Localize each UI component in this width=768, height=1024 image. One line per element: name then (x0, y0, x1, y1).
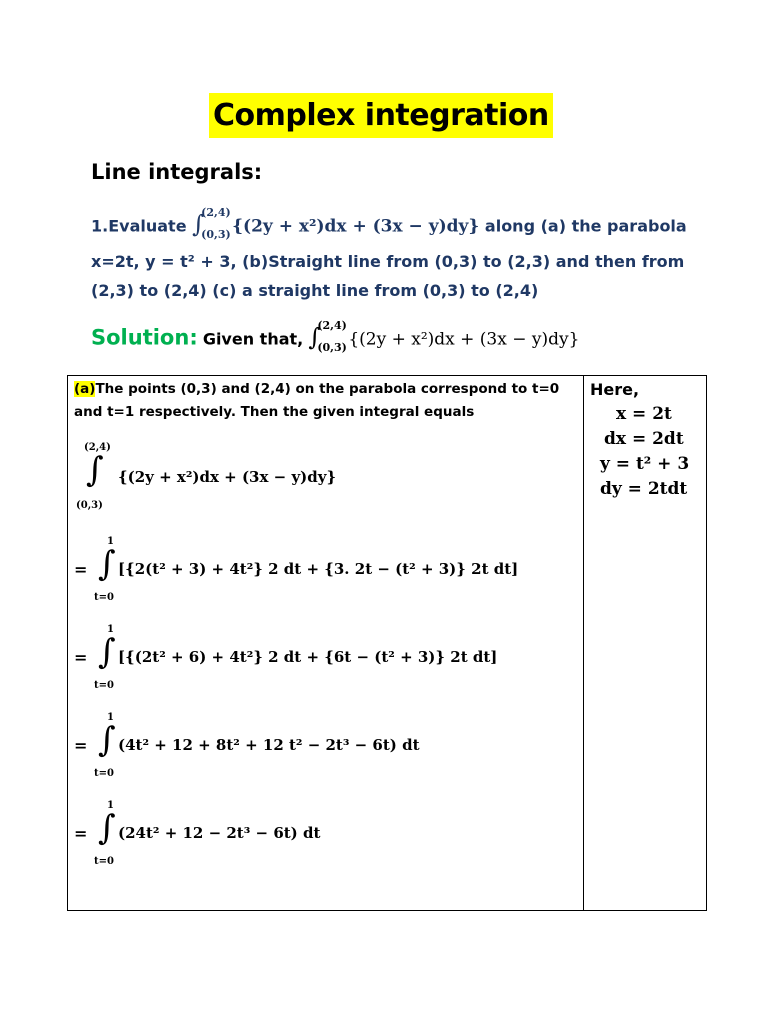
integral-sign: ∫ (98, 544, 116, 584)
here-line: dx = 2dt (604, 429, 684, 449)
here-cell (584, 376, 707, 911)
section-heading: Line integrals: (91, 160, 263, 184)
solution-lower-limit: (0,3) (317, 341, 347, 354)
part-a-marker: (a) (74, 381, 96, 397)
here-line: x = 2t (616, 404, 672, 424)
equals-sign: = (74, 560, 88, 579)
question-line-3: (2,3) to (2,4) (c) a straight line from (0,3) to (2,4) (91, 281, 539, 300)
step-expression: [{2(t² + 3) + 4t²} 2 dt + {3. 2t − (t² + 3)} 2t dt] (118, 560, 519, 578)
lower-limit: t=0 (94, 680, 114, 691)
lower-limit: (0,3) (76, 500, 103, 511)
here-line: dy = 2tdt (600, 479, 688, 499)
step-expression: [{(2t² + 6) + 4t²} 2 dt + {6t − (t² + 3)} 2t dt] (118, 648, 498, 666)
integral-sign: ∫ (98, 808, 116, 848)
upper-limit: (2,4) (84, 442, 111, 453)
question-prefix: 1.Evaluate (91, 216, 187, 236)
step-expression: (24t² + 12 − 2t³ − 6t) dt (118, 824, 321, 842)
part-a-text: The points (0,3) and (2,4) on the parabola correspond to t=0 and t=1 respectively. Then the given integral equals (74, 381, 560, 420)
question-integrand: {(2y + x²)dx + (3x − y)dy} (232, 216, 480, 237)
solution-label: Solution: (91, 325, 198, 350)
question-upper-limit: (2,4) (201, 206, 231, 219)
solution-integrand: {(2y + x²)dx + (3x − y)dy} (348, 329, 580, 350)
lower-limit: t=0 (94, 592, 114, 603)
question-lower-limit: (0,3) (201, 228, 231, 241)
equals-sign: = (74, 736, 88, 755)
solution-upper-limit: (2,4) (317, 319, 347, 332)
upper-limit: 1 (107, 800, 114, 811)
part-a-intro (74, 378, 574, 424)
question-line-1 (91, 206, 687, 242)
integral-sign: ∫ (98, 632, 116, 672)
equals-sign: = (74, 824, 88, 843)
part-a-cell (68, 376, 584, 911)
lower-limit: t=0 (94, 856, 114, 867)
upper-limit: 1 (107, 624, 114, 635)
lower-limit: t=0 (94, 768, 114, 779)
upper-limit: 1 (107, 536, 114, 547)
page-title: Complex integration (209, 93, 553, 138)
solution-integral-sign: ∫ (2,4) (0,3) (308, 319, 347, 354)
solution-table (67, 375, 707, 911)
question-suffix: along (a) the parabola (484, 216, 687, 236)
upper-limit: 1 (107, 712, 114, 723)
here-label: Here, (590, 380, 640, 399)
equals-sign: = (74, 648, 88, 667)
question-line-2: x=2t, y = t² + 3, (b)Straight line from (0,3) to (2,3) and then from (91, 252, 685, 271)
integral-sign: ∫ (98, 720, 116, 760)
step-expression: {(2y + x²)dx + (3x − y)dy} (118, 468, 337, 486)
here-line: y = t² + 3 (600, 454, 690, 474)
question-integral-sign: ∫ (2,4) (0,3) (192, 206, 231, 241)
solution-given: Given that, (202, 329, 304, 349)
solution-line (91, 319, 580, 355)
step-expression: (4t² + 12 + 8t² + 12 t² − 2t³ − 6t) dt (118, 736, 420, 754)
integral-sign: ∫ (86, 450, 104, 490)
